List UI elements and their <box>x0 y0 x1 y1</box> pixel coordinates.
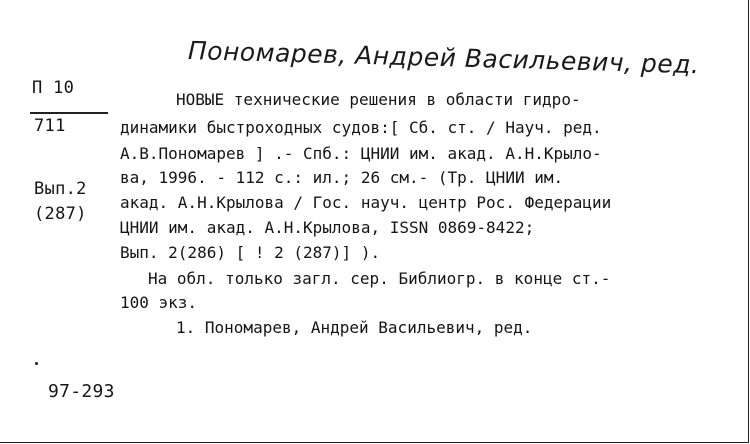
description-line: динамики быстроходных судов:[ Сб. ст. / Науч. ред. <box>120 118 602 137</box>
description-line: А.В.Пономарев ] .- Спб.: ЦНИИ им. акад. А.Н.Крыло- <box>120 144 602 163</box>
description-line: ЦНИИ им. акад. А.Н.Крылова, ISSN 0869-8422; <box>120 218 535 237</box>
description-line: акад. А.Н.Крылова / Гос. науч. центр Рос. Федерации <box>120 193 612 212</box>
accession-number: 97-293 <box>48 381 115 402</box>
description-line: Вып. 2(286) [ ! 2 (287)] ). <box>120 243 381 262</box>
card-mark <box>35 362 38 365</box>
note-line: 100 экз. <box>120 293 198 312</box>
description-line: НОВЫЕ технические решения в области гидро- <box>176 90 581 109</box>
issue-label: Вып.2 <box>34 179 87 199</box>
handwritten-heading: Пономарев, Андрей Васильевич, ред. <box>187 36 700 80</box>
shelf-mark-bottom: 711 <box>34 116 66 136</box>
added-entry: 1. Пономарев, Андрей Васильевич, ред. <box>176 318 533 337</box>
shelf-mark-divider <box>30 112 108 114</box>
note-line: На обл. только загл. сер. Библиогр. в конце ст.- <box>148 269 611 288</box>
shelf-mark-top: П 10 <box>32 78 75 98</box>
issue-number: (287) <box>34 204 87 224</box>
description-line: ва, 1996. - 112 с.: ил.; 26 см.- (Тр. ЦНИИ им. <box>120 168 564 187</box>
